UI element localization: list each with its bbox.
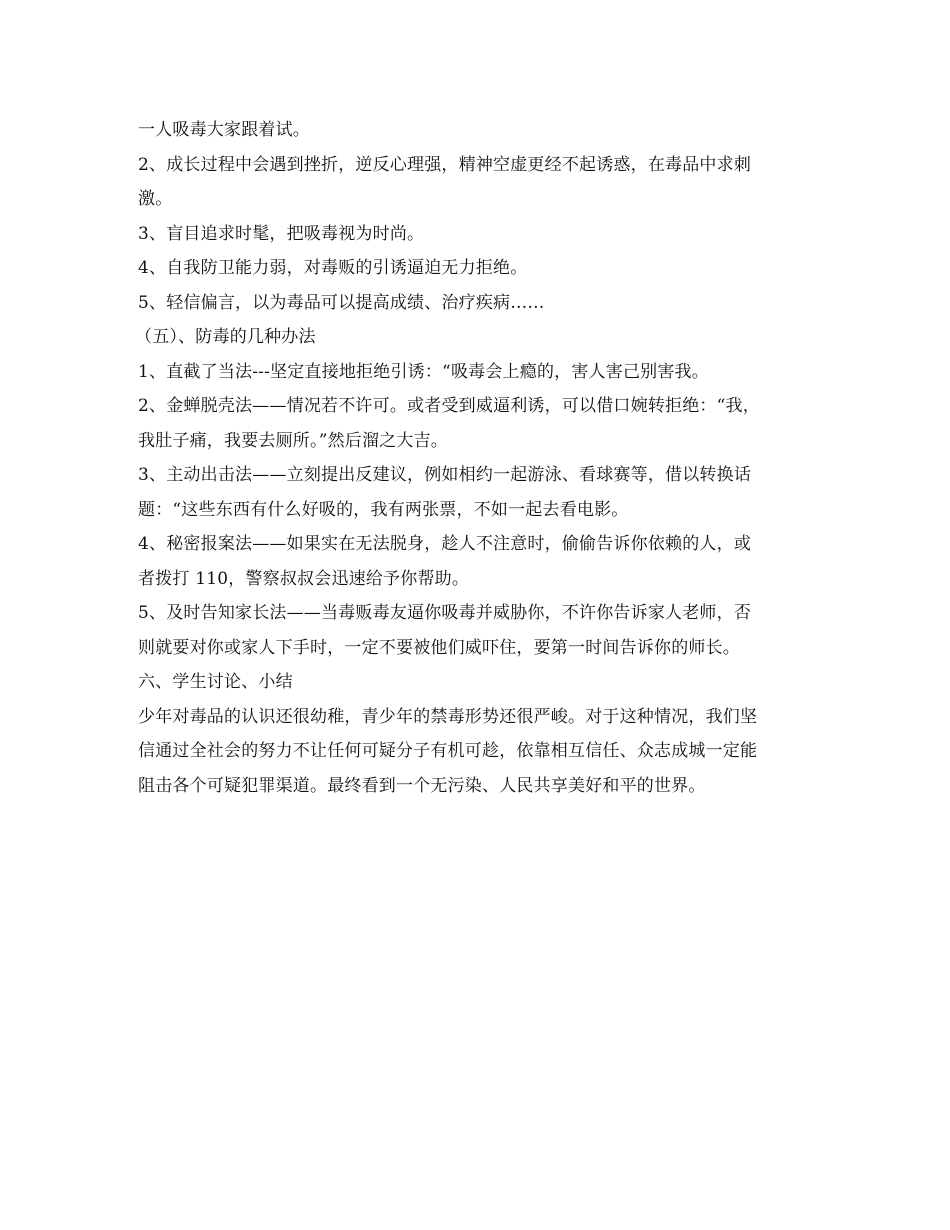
- text-line: 1、直截了当法---坚定直接地拒绝引诱：“吸毒会上瘾的，害人害己别害我。: [138, 361, 709, 382]
- text-line: 4、自我防卫能力弱，对毒贩的引诱逼迫无力拒绝。: [138, 258, 528, 278]
- text-line: 信通过全社会的努力不让任何可疑分子有机可趁，依靠相互信任、众志成城一定能: [138, 741, 758, 761]
- text-line: 4、秘密报案法——如果实在无法脱身，趁人不注意时，偷偷告诉你依赖的人，或: [138, 534, 752, 554]
- text-line: 则就要对你或家人下手时，一定不要被他们威吓住，要第一时间告诉你的师长。: [138, 637, 740, 658]
- text-line: 2、成长过程中会遇到挫折，逆反心理强，精神空虚更经不起诱惑，在毒品中求刺: [138, 154, 752, 175]
- document-body: [135, 113, 828, 803]
- text-line: 阻击各个可疑犯罪渠道。最终看到一个无污染、人民共享美好和平的世界。: [138, 775, 706, 796]
- text-line: 2、金蝉脱壳法——情况若不许可。或者受到威逼利诱，可以借口婉转拒绝：“我，: [138, 396, 760, 416]
- text-line: 3、主动出击法——立刻提出反建议，例如相约一起游泳、看球赛等，借以转换话: [138, 465, 752, 485]
- text-line: 3、盲目追求时髦，把吸毒视为时尚。: [138, 223, 425, 244]
- text-line: 激。: [138, 189, 173, 209]
- text-line: 少年对毒品的认识还很幼稚，青少年的禁毒形势还很严峻。对于这种情况，我们坚: [138, 706, 758, 727]
- text-line: 5、及时告知家长法——当毒贩毒友逼你吸毒并威胁你，不许你告诉家人老师，否: [138, 603, 752, 623]
- text-line: 一人吸毒大家跟着试。: [138, 120, 310, 140]
- text-line: 我肚子痛，我要去厕所。”然后溜之大吉。: [138, 430, 448, 451]
- text-line: 题：“这些东西有什么好吸的，我有两张票，不如一起去看电影。: [138, 499, 629, 520]
- section-heading: （五）、防毒的几种办法: [135, 327, 316, 347]
- text-line: 5、轻信偏言，以为毒品可以提高成绩、治疗疾病……: [138, 292, 545, 313]
- text-line: 者拨打 110，警察叔叔会迅速给予你帮助。: [138, 568, 470, 589]
- section-heading: 六、学生讨论、小结: [138, 672, 293, 692]
